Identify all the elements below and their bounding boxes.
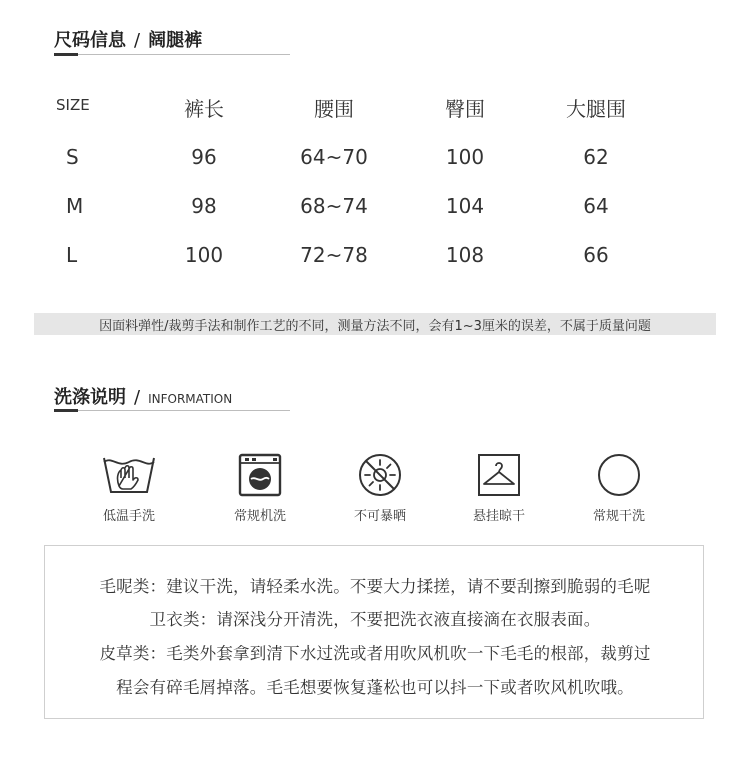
length-value: 96 (191, 145, 217, 169)
measurement-note: 因面料弹性/裁剪手法和制作工艺的不同，测量方法不同，会有1~3厘米的误差，不属于质量问题 (99, 319, 651, 334)
heading-accent (54, 53, 78, 56)
thigh-value: 64 (583, 194, 609, 218)
care-text-line: 程会有碎毛屑掉落。毛毛想要恢复蓬松也可以抖一下或者吹风机吹哦。 (116, 678, 634, 697)
heading-separator: / (134, 30, 141, 51)
wash-section-title: 洗涤说明 (54, 387, 126, 408)
care-label: 常规机洗 (233, 509, 286, 524)
heading-separator: / (134, 387, 141, 408)
size-section-subtitle: 阔腿裤 (148, 30, 203, 51)
hip-value: 108 (445, 243, 485, 267)
thigh-value: 66 (583, 243, 609, 267)
care-item-dry-clean (574, 452, 664, 524)
care-item-hand-wash (84, 452, 174, 524)
care-label: 低温手洗 (102, 509, 155, 524)
care-item-hang-dry (454, 452, 544, 524)
care-label: 不可暴晒 (353, 509, 406, 524)
waist-value: 64~70 (300, 145, 368, 169)
wash-section-heading (54, 383, 232, 409)
size-label: M (66, 194, 84, 218)
size-section-title: 尺码信息 (54, 30, 126, 51)
no-sun-dry-icon (357, 452, 403, 498)
care-item-no-sun (335, 452, 425, 524)
care-item-machine-wash (215, 452, 305, 524)
care-label: 常规干洗 (592, 509, 645, 524)
machine-wash-icon (237, 452, 283, 498)
wash-section-subtitle: INFORMATION (148, 392, 233, 406)
length-header: 裤长 (184, 97, 224, 121)
size-section-heading (54, 26, 202, 52)
size-label: S (66, 145, 79, 169)
size-label: L (66, 243, 78, 267)
care-text-line: 皮草类：毛类外套拿到清下水过洗或者用吹风机吹一下毛毛的根部，裁剪过 (99, 644, 651, 663)
hip-header: 臀围 (445, 97, 485, 121)
hip-value: 104 (445, 194, 485, 218)
care-label: 悬挂晾干 (472, 509, 525, 524)
care-text-line: 卫衣类：请深浅分开清洗，不要把洗衣液直接滴在衣服表面。 (149, 610, 601, 629)
size-header: SIZE (56, 96, 90, 114)
waist-header: 腰围 (314, 97, 354, 121)
low-temp-hand-wash-icon (100, 452, 158, 498)
thigh-value: 62 (583, 145, 609, 169)
heading-accent (54, 409, 78, 412)
thigh-header: 大腿围 (566, 97, 626, 121)
heading-rule (54, 54, 290, 55)
length-value: 100 (184, 243, 224, 267)
waist-value: 72~78 (300, 243, 368, 267)
hip-value: 100 (445, 145, 485, 169)
dry-clean-icon (596, 452, 642, 498)
waist-value: 68~74 (300, 194, 368, 218)
care-text-line: 毛呢类：建议干洗，请轻柔水洗。不要大力揉搓，请不要刮擦到脆弱的毛呢 (99, 577, 651, 596)
heading-rule (54, 410, 290, 411)
hang-dry-icon (476, 452, 522, 498)
length-value: 98 (191, 194, 217, 218)
